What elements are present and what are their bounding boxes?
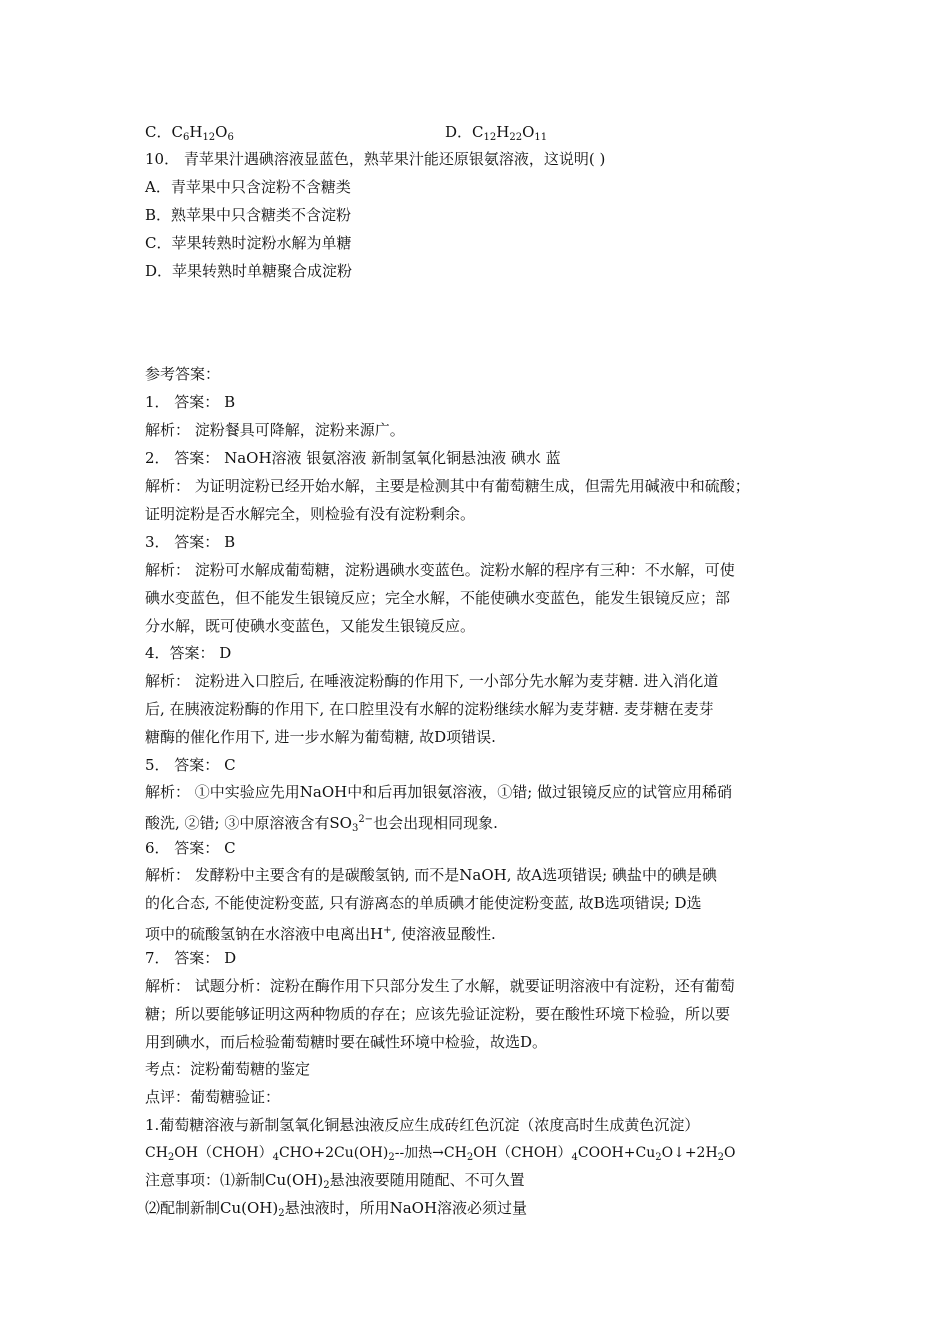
analysis-1: 解析： 淀粉餐具可降解，淀粉来源广。 bbox=[145, 421, 405, 439]
option-d-formula: D．$C_{12}H_{22}O_{11}$ bbox=[445, 123, 548, 143]
analysis-6-line-1: 解析： 发酵粉中主要含有的是碳酸氢钠, 而不是NaOH, 故A选项错误; 碘盐中的碘是碘 bbox=[145, 866, 717, 884]
analysis-3-line-3: 分水解，既可使碘水变蓝色，又能发生银镜反应。 bbox=[145, 617, 476, 635]
analysis-6-line-2: 的化合态, 不能使淀粉变蓝, 只有游离态的单质碘才能使淀粉变蓝, 故B选项错误; D选 bbox=[145, 894, 702, 912]
answer-2: 2． 答案： NaOH溶液 银氨溶液 新制氢氧化铜悬浊液 碘水 蓝 bbox=[145, 449, 561, 467]
question-10-option-b: B．熟苹果中只含糖类不含淀粉 bbox=[145, 206, 352, 224]
question-10-option-d: D．苹果转熟时单糖聚合成淀粉 bbox=[145, 262, 353, 280]
answer-4: 4．答案： D bbox=[145, 644, 232, 662]
analysis-4-line-3: 糖酶的催化作用下, 进一步水解为葡萄糖, 故D项错误. bbox=[145, 728, 496, 746]
answer-5: 5． 答案： C bbox=[145, 756, 236, 774]
question-10-option-a: A．青苹果中只含淀粉不含糖类 bbox=[145, 178, 351, 196]
analysis-5-line-1: 解析： ①中实验应先用NaOH中和后再加银氨溶液，①错; 做过银镜反应的试管应用稀硝 bbox=[145, 783, 733, 801]
analysis-3-line-1: 解析： 淀粉可水解成葡萄糖，淀粉遇碘水变蓝色。淀粉水解的程序有三种：不水解，可使 bbox=[145, 561, 735, 579]
analysis-3-line-2: 碘水变蓝色，但不能发生银镜反应；完全水解，不能使碘水变蓝色，能发生银镜反应；部 bbox=[145, 589, 731, 607]
answer-7: 7． 答案： D bbox=[145, 949, 237, 967]
note-line-2: ⑵配制新制$Cu(OH)_2$悬浊液时，所用NaOH溶液必须过量 bbox=[145, 1199, 528, 1219]
answers-heading: 参考答案： bbox=[145, 365, 221, 383]
analysis-7-line-1: 解析： 试题分析：淀粉在酶作用下只部分发生了水解，就要证明溶液中有淀粉，还有葡萄 bbox=[145, 977, 735, 995]
kaodian-line: 考点：淀粉葡萄糖的鉴定 bbox=[145, 1060, 311, 1078]
glucose-test-point-1: 1.葡萄糖溶液与新制氢氧化铜悬浊液反应生成砖红色沉淀（浓度高时生成黄色沉淀） bbox=[145, 1116, 700, 1134]
answer-1: 1． 答案： B bbox=[145, 393, 236, 411]
analysis-7-line-3: 用到碘水，而后检验葡萄糖时要在碱性环境中检验，故选D。 bbox=[145, 1033, 548, 1051]
analysis-6-line-3: 项中的硫酸氢钠在水溶液中电离出H+, 使溶液显酸性. bbox=[145, 925, 496, 943]
analysis-2-line-1: 解析： 为证明淀粉已经开始水解，主要是检测其中有葡萄糖生成，但需先用碱液中和硫酸； bbox=[145, 477, 750, 495]
analysis-4-line-2: 后, 在胰液淀粉酶的作用下, 在口腔里没有水解的淀粉继续水解为麦芽糖. 麦芽糖在麦芽 bbox=[145, 700, 714, 718]
analysis-2-line-2: 证明淀粉是否水解完全，则检验有没有淀粉剩余。 bbox=[145, 505, 476, 523]
option-c-formula: C．$C_6H_{12}O_6$ bbox=[145, 123, 234, 143]
analysis-5-line-2: 酸洗, ②错; ③中原溶液含有$SO_3^{2-}$也会出现相同现象. bbox=[145, 814, 498, 834]
answer-3: 3． 答案： B bbox=[145, 533, 236, 551]
question-10-stem: 10． 青苹果汁遇碘溶液显蓝色，熟苹果汁能还原银氨溶液，这说明( ) bbox=[145, 150, 606, 168]
glucose-reaction-equation: $CH_2OH(CHOH)_4CHO+2Cu(OH)_2--$加热$\to CH_2OH(CHOH)_4COOH+Cu_2O↓+2H_2O$ bbox=[145, 1145, 736, 1163]
question-10-option-c: C．苹果转熟时淀粉水解为单糖 bbox=[145, 234, 352, 252]
note-line-1: 注意事项：⑴新制$Cu(OH)_2$悬浊液要随用随配、不可久置 bbox=[145, 1171, 525, 1191]
answer-6: 6． 答案： C bbox=[145, 839, 236, 857]
analysis-4-line-1: 解析： 淀粉进入口腔后, 在唾液淀粉酶的作用下, 一小部分先水解为麦芽糖. 进入消化道 bbox=[145, 672, 719, 690]
dianping-line: 点评：葡萄糖验证： bbox=[145, 1088, 281, 1106]
analysis-7-line-2: 糖；所以要能够证明这两种物质的存在；应该先验证淀粉，要在酸性环境下检验，所以要 bbox=[145, 1005, 731, 1023]
